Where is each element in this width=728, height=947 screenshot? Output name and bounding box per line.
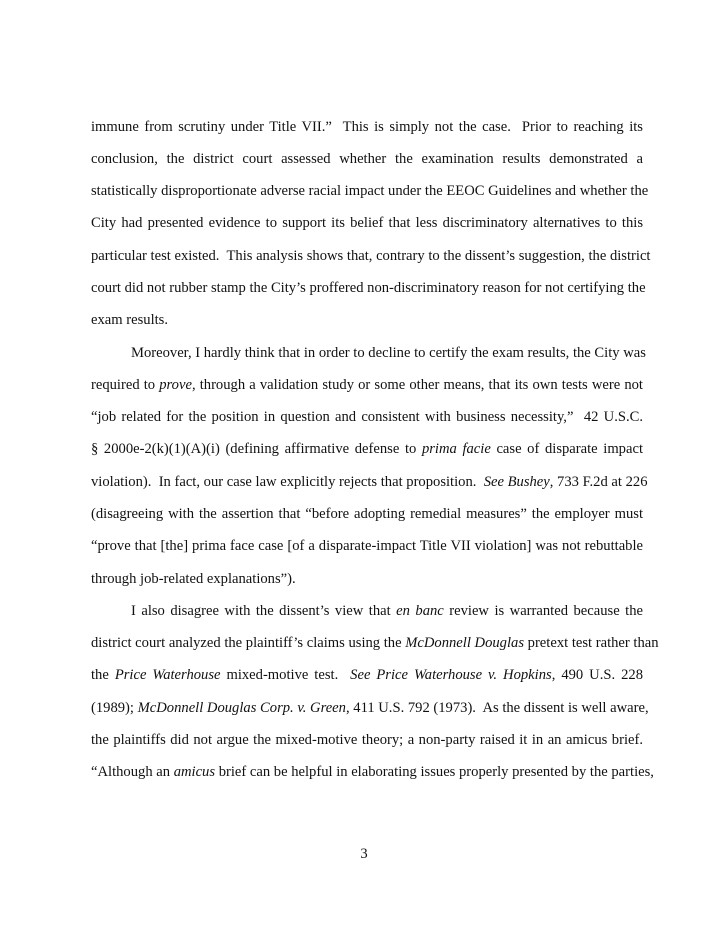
text-segment: “prove that [the] prima face case [of a disparate-impact Title VII violation] was not rebuttable xyxy=(91,538,643,554)
text-segment: , 411 U.S. 792 (1973). As the dissent is well aware, xyxy=(345,700,649,716)
text-segment: court did not rubber stamp the City’s proffered non-discriminatory reason for not certifying the xyxy=(91,280,646,296)
text-segment: review is warranted because the xyxy=(443,603,643,619)
text-segment: , through a validation study or some other means, that its own tests were not xyxy=(191,377,643,393)
text-segment: through job-related explanations”). xyxy=(91,571,296,587)
italic-text: See Bushey xyxy=(483,474,550,490)
text-segment: (1989); xyxy=(91,700,138,716)
text-segment: City had presented evidence to support its belief that less discriminatory alternatives to this xyxy=(91,215,643,231)
italic-text: See Price Waterhouse v. Hopkins xyxy=(350,667,552,683)
text-line xyxy=(91,376,643,394)
italic-text: amicus xyxy=(173,764,216,780)
text-segment: Moreover, I hardly think that in order to decline to certify the exam results, the City was xyxy=(131,345,646,361)
text-line xyxy=(91,666,643,684)
text-line xyxy=(91,247,651,265)
text-segment: conclusion, the district court assessed whether the examination results demonstrated a xyxy=(91,151,643,167)
italic-text: en banc xyxy=(396,603,444,619)
italic-text: prima facie xyxy=(421,441,491,457)
text-segment: the plaintiffs did not argue the mixed-motive theory; a non-party raised it in an amicus brief. xyxy=(91,732,643,748)
text-line xyxy=(91,408,643,426)
text-segment: , 733 F.2d at 226 xyxy=(549,474,648,490)
text-segment: the xyxy=(91,667,115,683)
italic-text: prove xyxy=(159,377,192,393)
text-segment: immune from scrutiny under Title VII.” This is simply not the case. Prior to reaching its xyxy=(91,119,643,135)
text-line xyxy=(91,279,646,297)
text-line xyxy=(91,634,659,652)
text-segment: “job related for the position in question and consistent with business necessity,” 42 U.S.C. xyxy=(91,409,643,425)
text-line xyxy=(91,182,649,200)
text-segment: particular test existed. This analysis shows that, contrary to the dissent’s suggestion, the district xyxy=(91,248,651,264)
italic-text: McDonnell Douglas Corp. v. Green xyxy=(137,700,346,716)
text-line xyxy=(91,537,643,555)
text-segment: (disagreeing with the assertion that “before adopting remedial measures” the employer must xyxy=(91,506,643,522)
text-line xyxy=(91,118,643,136)
text-segment: exam results. xyxy=(91,312,169,328)
text-segment: required to xyxy=(91,377,160,393)
text-segment: mixed-motive test. xyxy=(220,667,351,683)
text-line xyxy=(131,344,646,362)
text-line xyxy=(91,214,643,232)
text-segment: pretext test rather than xyxy=(524,635,659,651)
text-segment: I also disagree with the dissent’s view that xyxy=(131,603,397,619)
italic-text: McDonnell Douglas xyxy=(405,635,524,651)
text-segment: , 490 U.S. 228 xyxy=(551,667,643,683)
text-line xyxy=(91,311,643,329)
text-segment: brief can be helpful in elaborating issues properly presented by the parties, xyxy=(215,764,654,780)
text-line xyxy=(91,473,648,491)
text-line xyxy=(91,440,643,458)
text-line xyxy=(91,150,643,168)
text-line xyxy=(91,699,649,717)
text-segment: violation). In fact, our case law explicitly rejects that proposition. xyxy=(91,474,484,490)
text-segment: district court analyzed the plaintiff’s claims using the xyxy=(91,635,406,651)
page-number: 3 xyxy=(360,846,368,862)
text-line xyxy=(91,505,643,523)
text-segment: case of disparate impact xyxy=(490,441,643,457)
text-line xyxy=(131,602,643,620)
italic-text: Price Waterhouse xyxy=(114,667,221,683)
text-line xyxy=(91,763,654,781)
text-segment: statistically disproportionate adverse racial impact under the EEOC Guidelines and whether the xyxy=(91,183,649,199)
text-line xyxy=(91,570,643,588)
text-segment: § 2000e-2(k)(1)(A)(i) (defining affirmative defense to xyxy=(91,441,422,457)
text-segment: “Although an xyxy=(91,764,174,780)
text-line xyxy=(91,731,643,749)
